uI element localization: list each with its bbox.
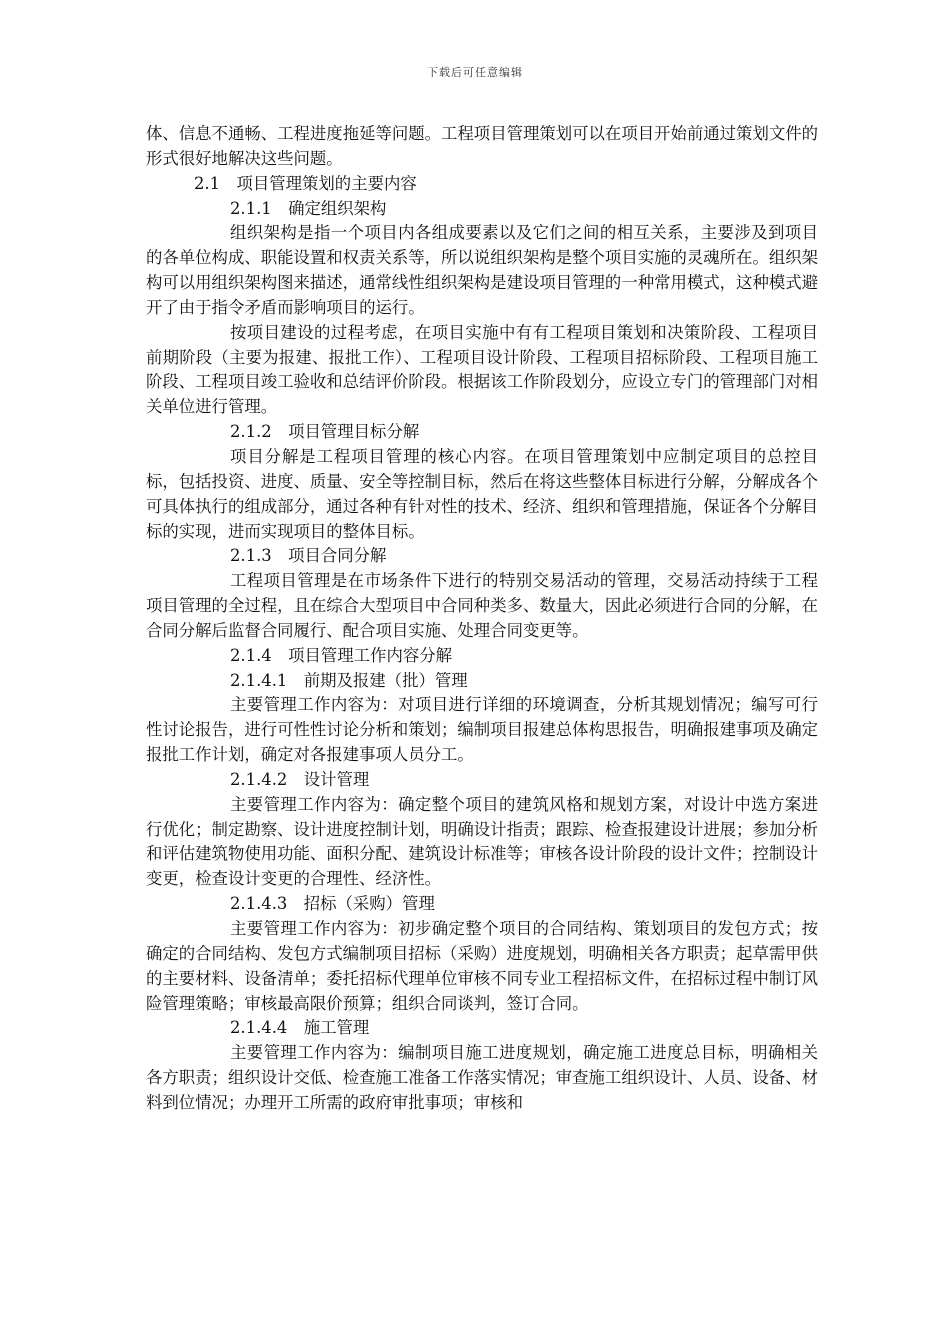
- paragraph: 主要管理工作内容为：编制项目施工进度规划，确定施工进度总目标，明确相关各方职责；组织设计交低、检查施工准备工作落实情况；审查施工组织设计、人员、设备、材料到位情况；办理开工所需的政府审批事项；审核和: [146, 1043, 819, 1112]
- page-header: 下载后可任意编辑: [427, 66, 523, 79]
- subsection-heading: 2.1.4 项目管理工作内容分解: [230, 645, 453, 665]
- section-heading: 2.1 项目管理策划的主要内容: [194, 173, 417, 193]
- paragraph: 项目分解是工程项目管理的核心内容。在项目管理策划中应制定项目的总控目标，包括投资、进度、质量、安全等控制目标，然后在将这些整体目标进行分解，分解成各个可具体执行的组成部分，通过各种有针对性的技术、经济、组织和管理措施，保证各个分解目标的实现，进而实现项目的整体目标。: [146, 446, 819, 541]
- paragraph: 主要管理工作内容为：对项目进行详细的环境调查，分析其规划情况；编写可行性讨论报告，进行可性性讨论分析和策划；编制项目报建总体构思报告，明确报建事项及确定报批工作计划，确定对各报建事项人员分工。: [146, 695, 819, 765]
- subsection-heading: 2.1.4.2 设计管理: [230, 769, 370, 789]
- paragraph: 主要管理工作内容为：初步确定整个项目的合同结构、策划项目的发包方式；按确定的合同结构、发包方式编制项目招标（采购）进度规划，明确相关各方职责；起草需甲供的主要材料、设备清单；委托招标代理单位审核不同专业工程招标文件，在招标过程中制订风险管理策略；审核最高限价预算；组织合同谈判，签订合同。: [146, 919, 819, 1013]
- paragraph: 主要管理工作内容为：确定整个项目的建筑风格和规划方案，对设计中选方案进行优化；制定勘察、设计进度控制计划，明确设计指责；跟踪、检查报建设计进展；参加分析和评估建筑物使用功能、面积分配、建筑设计标准等；审核各设计阶段的设计文件；控制设计变更，检查设计变更的合理性、经济性。: [146, 794, 819, 889]
- document-body: [146, 122, 818, 1116]
- subsection-heading: 2.1.4.1 前期及报建（批）管理: [230, 670, 468, 690]
- subsection-heading: 2.1.1 确定组织架构: [230, 198, 387, 218]
- paragraph: 工程项目管理是在市场条件下进行的特别交易活动的管理，交易活动持续于工程项目管理的全过程，且在综合大型项目中合同种类多、数量大，因此必须进行合同的分解，在合同分解后监督合同履行、配合项目实施、处理合同变更等。: [146, 571, 819, 640]
- paragraph-continuation: 体、信息不通畅、工程进度拖延等问题。工程项目管理策划可以在项目开始前通过策划文件的形式很好地解决这些问题。: [146, 124, 819, 168]
- subsection-heading: 2.1.3 项目合同分解: [230, 546, 387, 566]
- subsection-heading: 2.1.4.3 招标（采购）管理: [230, 894, 435, 914]
- subsection-heading: 2.1.2 项目管理目标分解: [230, 422, 420, 442]
- subsection-heading: 2.1.4.4 施工管理: [230, 1018, 370, 1038]
- paragraph: 组织架构是指一个项目内各组成要素以及它们之间的相互关系，主要涉及到项目的各单位构成、职能设置和权责关系等，所以说组织架构是整个项目实施的灵魂所在。组织架构可以用组织架构图来描述，通常线性组织架构是建设项目管理的一种常用模式，这种模式避开了由于指令矛盾而影响项目的运行。: [146, 223, 819, 317]
- paragraph: 按项目建设的过程考虑，在项目实施中有有工程项目策划和决策阶段、工程项目前期阶段（主要为报建、报批工作）、工程项目设计阶段、工程项目招标阶段、工程项目施工阶段、工程项目竣工验收和总结评价阶段。根据该工作阶段划分，应设立专门的管理部门对相关单位进行管理。: [146, 322, 819, 417]
